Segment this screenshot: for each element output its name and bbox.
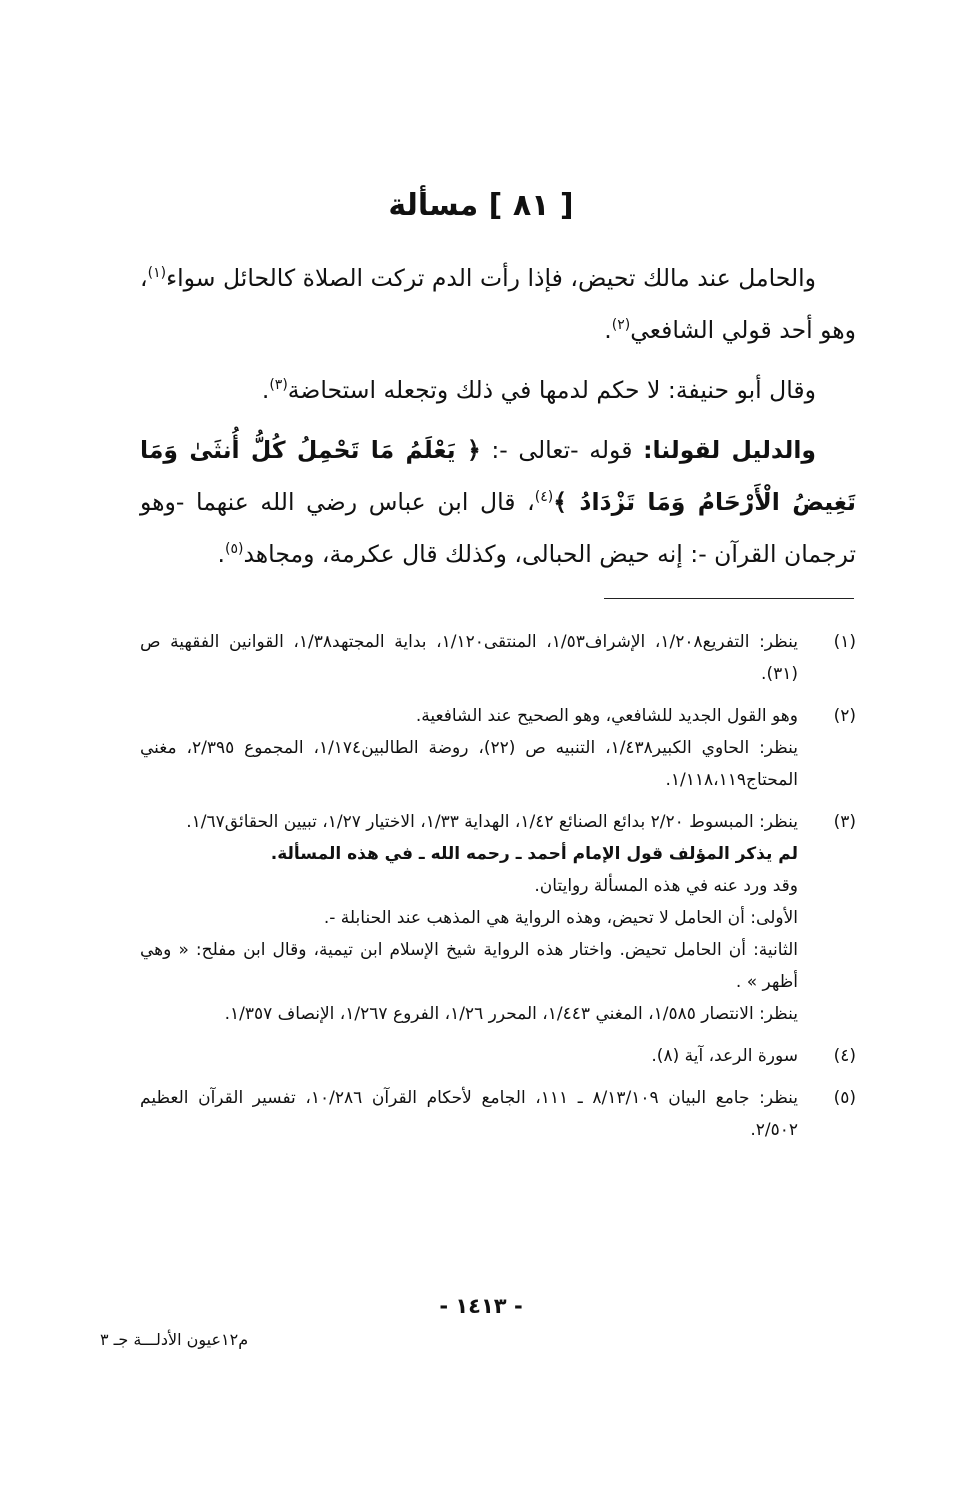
footnote-number: (٢) bbox=[833, 706, 856, 726]
footnote-body bbox=[140, 1040, 798, 1072]
paragraph-3-text-c: . bbox=[217, 540, 225, 568]
footnote-ref-3[interactable]: (٣) bbox=[269, 377, 288, 394]
footnote-body bbox=[140, 1082, 798, 1146]
quran-quote: ﴿ يَعْلَمُ مَا تَحْمِلُ كُلُّ أُنثَىٰ وَمَا تَغِيضُ الْأَرْحَامُ وَمَا تَزْدَادُ ﴾ bbox=[140, 436, 856, 516]
page-number: - ١٤١٣ - bbox=[439, 1294, 523, 1318]
paragraph-1-text-b: ، وهو أحد قولي الشافعي bbox=[140, 264, 856, 344]
footnote-number: (٥) bbox=[833, 1088, 856, 1108]
chapter-heading: [ ٨١ ] مسألة bbox=[388, 188, 574, 223]
paragraph-1-text-a: والحامل عند مالك تحيض، فإذا رأت الدم تركت الصلاة كالحائل سواء bbox=[166, 264, 816, 292]
footnote-body bbox=[140, 806, 798, 1030]
paragraph-1 bbox=[140, 252, 856, 356]
footnote-4 bbox=[140, 1040, 856, 1072]
footnote-number: (٤) bbox=[833, 1046, 856, 1066]
footnote-bold-line: لم يذكر المؤلف قول الإمام أحمد ـ رحمه الله ـ في هذه المسألة. bbox=[270, 844, 798, 864]
printer-signature: م١٢عيون الأدلـــة جـ ٣ bbox=[100, 1330, 249, 1349]
footnote-line: الثانية: أن الحامل تحيض. واختار هذه الرواية شيخ الإسلام ابن تيمية، وقال ابن مفلح: « وهي أظهر » . bbox=[140, 940, 798, 992]
paragraph-3-text-a: قوله -تعالى -: bbox=[480, 436, 644, 464]
footnote-line: ينظر: الانتصار ١/٥٨٥، المغني ١/٤٤٣، المحرر ١/٢٦، الفروع ١/٢٦٧، الإنصاف ١/٣٥٧. bbox=[224, 1004, 798, 1024]
footnote-separator bbox=[604, 598, 854, 599]
footnote-line: وهو القول الجديد للشافعي، وهو الصحيح عند الشافعية. bbox=[415, 706, 798, 726]
footnote-line: ينظر: الحاوي الكبير١/٤٣٨، التنبيه ص (٢٢)، روضة الطالبين١/١٧٤، المجموع ٢/٣٩٥، مغني المحتاج١/١١٨،١١٩. bbox=[140, 738, 798, 790]
footnote-body bbox=[140, 700, 798, 796]
paragraph-2-text-b: . bbox=[261, 376, 270, 404]
main-text bbox=[140, 252, 856, 588]
footnote-line: سورة الرعد، آية (٨). bbox=[651, 1046, 798, 1066]
paragraph-2 bbox=[140, 364, 856, 416]
footnote-body bbox=[140, 626, 798, 690]
footnote-ref-4[interactable]: (٤) bbox=[534, 489, 554, 506]
footnote-number: (١) bbox=[833, 632, 856, 652]
footnote-line: ينظر: التفريع١/٢٠٨، الإشراف١/٥٣، المنتقى١/١٢٠، بداية المجتهد١/٣٨، القوانين الفقهية ص (٣١). bbox=[140, 632, 798, 684]
paragraph-3-text-b: ، قال ابن عباس رضي الله عنهما -وهو ترجمان القرآن -: إنه حيض الحبالى، وكذلك قال عكرمة، ومجاهد bbox=[140, 488, 856, 568]
paragraph-1-text-c: . bbox=[604, 316, 612, 344]
footnote-ref-1[interactable]: (١) bbox=[147, 265, 167, 282]
footnote-line: ينظر: جامع البيان ٨/١٣/١٠٩ ـ ١١١، الجامع لأحكام القرآن ١٠/٢٨٦، تفسير القرآن العظيم ٢/٥٠٢. bbox=[140, 1088, 799, 1140]
footnote-line: وقد ورد عنه في هذه المسألة روايتان. bbox=[534, 876, 798, 896]
footnote-2 bbox=[140, 700, 856, 796]
footnote-line: الأولى: أن الحامل لا تحيض، وهذه الرواية هي المذهب عند الحنابلة -. bbox=[323, 908, 798, 928]
paragraph-2-text-a: وقال أبو حنيفة: لا حكم لدمها في ذلك وتجعله استحاضة bbox=[287, 376, 816, 404]
footnote-1 bbox=[140, 626, 856, 690]
paragraph-3-lead: والدليل لقولنا: bbox=[643, 436, 816, 464]
footnote-line: ينظر: المبسوط ٢/٢٠ بدائع الصنائع ١/٤٢، الهداية ١/٣٣، الاختيار ١/٢٧، تبيين الحقائق١/٦٧. bbox=[186, 812, 798, 832]
footnote-ref-5[interactable]: (٥) bbox=[224, 541, 244, 558]
footnote-number: (٣) bbox=[833, 812, 856, 832]
footnote-5 bbox=[140, 1082, 856, 1146]
footnote-3 bbox=[140, 806, 856, 1030]
footnote-ref-2[interactable]: (٢) bbox=[611, 317, 631, 334]
footnotes bbox=[140, 626, 856, 1156]
paragraph-3 bbox=[140, 424, 856, 580]
